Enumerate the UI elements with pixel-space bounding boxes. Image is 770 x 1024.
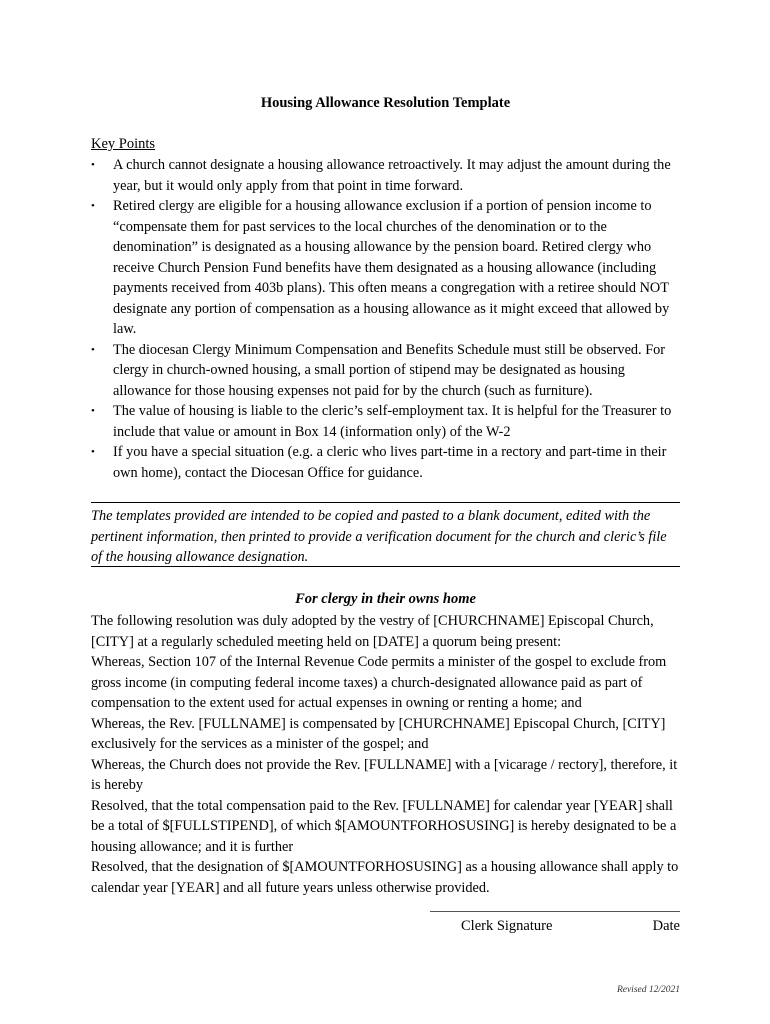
- key-point-text: The diocesan Clergy Minimum Compensation and Benefits Schedule must still be observed. For clergy in church-owned housing, a small portion of stipend may be designated as housing allowance for those housing expenses not paid for by the church (such as furniture).: [113, 341, 666, 399]
- resolution-paragraph: Whereas, Section 107 of the Internal Revenue Code permits a minister of the gospel to exclude from gross income (in computing federal income taxes) a church-designated allowance paid as part of compensation to the extent used for actual expenses in owning or renting a home; and: [91, 654, 667, 711]
- key-point-text: The value of housing is liable to the cleric’s self-employment tax. It is helpful for the Treasurer to include that value or amount in Box 14 (information only) of the W-2: [113, 403, 672, 440]
- top-divider: [91, 502, 680, 503]
- document-title: Housing Allowance Resolution Template: [260, 95, 511, 111]
- bullet-icon: •: [91, 446, 95, 458]
- bullet-icon: •: [91, 200, 95, 212]
- revision-note: Revised 12/2021: [616, 985, 680, 995]
- list-item: [91, 155, 680, 196]
- bullet-icon: •: [91, 405, 95, 417]
- section-heading: For clergy in their owns home: [295, 591, 476, 607]
- bottom-divider: [91, 566, 680, 567]
- bullet-icon: •: [91, 159, 95, 171]
- resolution-paragraph: Whereas, the Church does not provide the Rev. [FULLNAME] with a [vicarage / rectory], therefore, it is hereby: [91, 756, 678, 793]
- resolution-body: [91, 611, 680, 898]
- resolution-paragraph: The following resolution was duly adopted by the vestry of [CHURCHNAME] Episcopal Church, [CITY] at a regularly scheduled meeting held on [DATE] a quorum being present:: [91, 613, 654, 650]
- list-item: [91, 442, 680, 483]
- template-notice: The templates provided are intended to be copied and pasted to a blank document, edited with the pertinent information, then printed to provide a verification document for the church and cleric’s file of the housing allowance designation.: [91, 508, 667, 565]
- bullet-icon: •: [91, 343, 95, 356]
- key-point-text: Retired clergy are eligible for a housing allowance exclusion if a portion of pension income to “compensate them for past services to the local churches of the denomination or to the denomination” is designated as a housing allowance by the pension board. Retired clergy who receive Church Pension Fund benefits have them designated as a housing allowance (including payments received from 403b plans). This often means a congregation with a retiree should NOT designate any portion of compensation as a housing allowance as it might exceed that allowed by law.: [113, 198, 670, 337]
- resolution-paragraph: Resolved, that the designation of $[AMOUNTFORHOSUSING] as a housing allowance shall apply to calendar year [YEAR] and all future years unless otherwise provided.: [91, 859, 679, 896]
- key-points-list: [91, 155, 680, 483]
- resolution-paragraph: Resolved, that the total compensation paid to the Rev. [FULLNAME] for calendar year [YEAR] shall be a total of $[FULLSTIPEND], of which $[AMOUNTFORHOSUSING] is hereby designated to be a housing allowance; and it is further: [91, 797, 677, 855]
- list-item: [91, 340, 680, 402]
- key-point-text: If you have a special situation (e.g. a cleric who lives part-time in a rectory and part-time in their own home), contact the Diocesan Office for guidance.: [113, 444, 667, 481]
- signature-date-label: Date: [652, 918, 680, 934]
- key-point-text: A church cannot designate a housing allowance retroactively. It may adjust the amount during the year, but it would only apply from that point in time forward.: [113, 157, 671, 194]
- clerk-signature-label: Clerk Signature: [461, 918, 553, 934]
- key-points-heading: Key Points: [91, 136, 156, 152]
- resolution-paragraph: Whereas, the Rev. [FULLNAME] is compensated by [CHURCHNAME] Episcopal Church, [CITY] exclusively for the services as a minister of the gospel; and: [91, 715, 666, 752]
- signature-line: [430, 911, 680, 912]
- list-item: [91, 196, 680, 340]
- list-item: [91, 401, 680, 442]
